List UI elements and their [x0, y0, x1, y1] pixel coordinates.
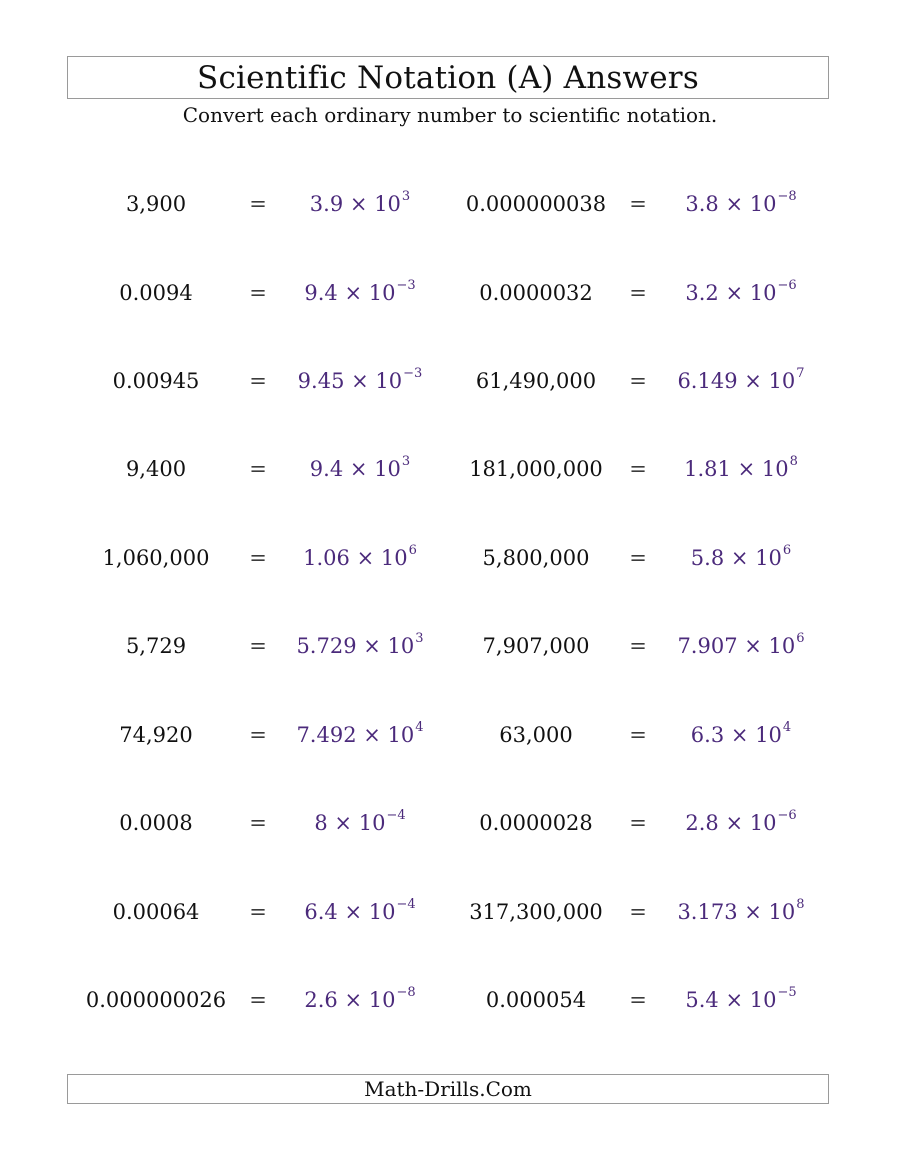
question-left: 9,400: [125, 457, 187, 481]
equals-sign: =: [249, 369, 267, 393]
question-left: 0.00064: [112, 900, 200, 924]
mantissa: 7.492: [296, 723, 357, 747]
equals-sign: =: [629, 546, 647, 570]
question-right: 181,000,000: [469, 457, 603, 481]
base: 10: [374, 192, 401, 216]
base: 10: [749, 281, 777, 305]
mantissa: 2.8: [685, 811, 719, 835]
times-sign: ×: [737, 457, 756, 481]
mantissa: 2.6: [304, 988, 338, 1012]
mantissa: 3.2: [685, 281, 719, 305]
exponent: 3: [401, 189, 411, 204]
mantissa: 7.907: [677, 634, 738, 658]
exponent: 6: [408, 543, 417, 558]
exponent: 3: [415, 631, 424, 646]
mantissa: 5.8: [690, 546, 725, 570]
title-box: [67, 56, 829, 99]
answer-right: [660, 631, 822, 661]
footer-site-name: Math-Drills.Com: [364, 1077, 532, 1101]
equals-sign: =: [629, 811, 647, 835]
answer-right: [660, 454, 822, 484]
base: 10: [375, 369, 403, 393]
base: 10: [387, 634, 415, 658]
mantissa: 3.173: [677, 900, 738, 924]
exponent: 4: [415, 720, 424, 735]
equals-sign: =: [249, 634, 267, 658]
question-left: 0.0008: [119, 811, 193, 835]
exponent: −4: [386, 808, 406, 823]
times-sign: ×: [344, 988, 363, 1012]
question-left: 5,729: [125, 634, 187, 658]
mantissa: 9.45: [297, 369, 345, 393]
base: 10: [749, 988, 777, 1012]
problem-row: [0, 454, 900, 484]
exponent: −8: [396, 985, 416, 1000]
equals-sign: =: [629, 192, 647, 216]
times-sign: ×: [725, 811, 744, 835]
answer-right: [660, 897, 822, 927]
answer-right: [660, 189, 822, 219]
exponent: 3: [401, 454, 411, 469]
times-sign: ×: [344, 900, 363, 924]
times-sign: ×: [356, 546, 375, 570]
question-right: 61,490,000: [475, 369, 597, 393]
problem-row: [0, 366, 900, 396]
problem-row: [0, 278, 900, 308]
instructions: Convert each ordinary number to scientific notation.: [182, 103, 718, 127]
times-sign: ×: [344, 281, 363, 305]
answer-left: [280, 366, 440, 396]
base: 10: [768, 634, 796, 658]
times-sign: ×: [363, 634, 381, 658]
base: 10: [368, 900, 396, 924]
exponent: −3: [403, 366, 423, 381]
mantissa: 6.149: [677, 369, 738, 393]
question-right: 63,000: [499, 723, 573, 747]
times-sign: ×: [725, 192, 744, 216]
equals-sign: =: [249, 281, 267, 305]
answer-left: [280, 189, 440, 219]
equals-sign: =: [249, 457, 267, 481]
exponent: −3: [396, 278, 416, 293]
mantissa: 3.9: [309, 192, 344, 216]
times-sign: ×: [725, 988, 744, 1012]
times-sign: ×: [349, 457, 368, 481]
equals-sign: =: [629, 988, 647, 1012]
question-left: 3,900: [125, 192, 187, 216]
mantissa: 6.3: [690, 723, 725, 747]
base: 10: [768, 900, 796, 924]
answer-left: [280, 454, 440, 484]
base: 10: [380, 546, 408, 570]
equals-sign: =: [249, 900, 267, 924]
base: 10: [368, 281, 396, 305]
problem-row: [0, 543, 900, 573]
page-title: Scientific Notation (A) Answers: [197, 60, 699, 96]
answer-left: [280, 985, 440, 1015]
base: 10: [749, 192, 777, 216]
base: 10: [761, 457, 789, 481]
times-sign: ×: [744, 369, 762, 393]
base: 10: [358, 811, 386, 835]
mantissa: 9.4: [304, 281, 338, 305]
base: 10: [368, 988, 396, 1012]
equals-sign: =: [249, 811, 267, 835]
times-sign: ×: [349, 192, 368, 216]
question-left: 1,060,000: [102, 546, 210, 570]
exponent: −4: [396, 897, 416, 912]
equals-sign: =: [629, 281, 647, 305]
mantissa: 1.06: [303, 546, 350, 570]
mantissa: 8: [314, 811, 328, 835]
exponent: −6: [777, 278, 797, 293]
question-right: 0.0000028: [479, 811, 593, 835]
base: 10: [755, 723, 782, 747]
answer-left: [280, 897, 440, 927]
times-sign: ×: [334, 811, 353, 835]
question-left: 0.000000026: [85, 988, 227, 1012]
exponent: 8: [796, 897, 805, 912]
times-sign: ×: [363, 723, 381, 747]
exponent: −6: [777, 808, 797, 823]
question-left: 0.0094: [119, 281, 193, 305]
times-sign: ×: [744, 634, 762, 658]
times-sign: ×: [730, 723, 749, 747]
mantissa: 3.8: [685, 192, 719, 216]
equals-sign: =: [629, 723, 647, 747]
answer-left: [280, 278, 440, 308]
question-right: 0.000054: [485, 988, 587, 1012]
answer-right: [660, 366, 822, 396]
exponent: 4: [782, 720, 792, 735]
mantissa: 5.729: [296, 634, 357, 658]
mantissa: 6.4: [304, 900, 338, 924]
problem-row: [0, 897, 900, 927]
base: 10: [387, 723, 415, 747]
equals-sign: =: [249, 988, 267, 1012]
exponent: 7: [796, 366, 805, 381]
exponent: −8: [777, 189, 797, 204]
base: 10: [768, 369, 796, 393]
problem-row: [0, 985, 900, 1015]
problem-row: [0, 631, 900, 661]
question-right: 7,907,000: [482, 634, 590, 658]
equals-sign: =: [629, 369, 647, 393]
question-right: 0.0000032: [479, 281, 593, 305]
answer-right: [660, 808, 822, 838]
question-left: 74,920: [119, 723, 193, 747]
answer-left: [280, 808, 440, 838]
exponent: 6: [796, 631, 805, 646]
times-sign: ×: [730, 546, 749, 570]
times-sign: ×: [744, 900, 762, 924]
answer-left: [280, 720, 440, 750]
mantissa: 5.4: [685, 988, 719, 1012]
answer-right: [660, 278, 822, 308]
mantissa: 1.81: [684, 457, 731, 481]
exponent: −5: [777, 985, 797, 1000]
answer-left: [280, 543, 440, 573]
equals-sign: =: [249, 192, 267, 216]
mantissa: 9.4: [309, 457, 344, 481]
exponent: 8: [789, 454, 798, 469]
answer-right: [660, 985, 822, 1015]
exponent: 6: [782, 543, 792, 558]
question-right: 317,300,000: [469, 900, 603, 924]
equals-sign: =: [249, 723, 267, 747]
times-sign: ×: [351, 369, 369, 393]
answer-left: [280, 631, 440, 661]
question-right: 0.000000038: [465, 192, 607, 216]
base: 10: [755, 546, 782, 570]
problem-row: [0, 808, 900, 838]
equals-sign: =: [249, 546, 267, 570]
answer-right: [660, 543, 822, 573]
footer: [67, 1074, 829, 1104]
problem-row: [0, 189, 900, 219]
question-left: 0.00945: [112, 369, 200, 393]
equals-sign: =: [629, 457, 647, 481]
base: 10: [374, 457, 401, 481]
problem-row: [0, 720, 900, 750]
equals-sign: =: [629, 634, 647, 658]
answer-right: [660, 720, 822, 750]
question-right: 5,800,000: [482, 546, 590, 570]
equals-sign: =: [629, 900, 647, 924]
base: 10: [749, 811, 777, 835]
times-sign: ×: [725, 281, 744, 305]
